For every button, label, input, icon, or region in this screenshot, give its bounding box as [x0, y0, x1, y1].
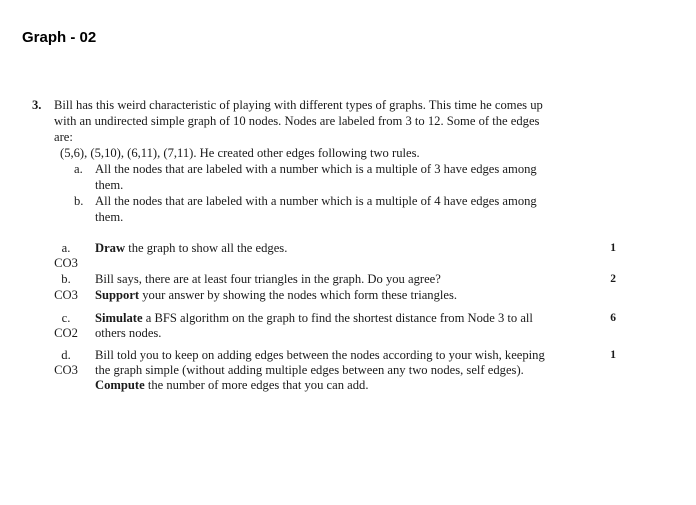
part-b-keyword: Support [95, 288, 140, 302]
part-c-text [95, 311, 533, 327]
part-d-keyword: Compute [95, 378, 145, 392]
part-c-marks: 6 [610, 312, 616, 324]
page-title: Graph - 02 [22, 29, 97, 46]
part-a-line-1: the graph to show all the edges. [125, 241, 288, 255]
part-b-line-1: Bill says, there are at least four triangles in the graph. Do you agree? [95, 272, 441, 286]
part-a-letter: a. [61, 241, 71, 255]
part-a-marks: 1 [610, 242, 616, 254]
part-d-letter: d. [61, 348, 71, 362]
part-a-text [95, 241, 287, 257]
part-b-letter: b. [61, 272, 71, 286]
part-a-keyword: Draw [95, 241, 126, 255]
rule-b-line-1: All the nodes that are labeled with a number which is a multiple of 4 have edges among [95, 194, 537, 208]
part-b-line-2 [95, 288, 457, 304]
question-number: 3. [32, 98, 42, 112]
edges-line: (5,6), (5,10), (6,11), (7,11). He created other edges following two rules. [60, 146, 420, 160]
intro-line-1: Bill has this weird characteristic of playing with different types of graphs. This time he comes up [54, 98, 543, 112]
part-c-keyword: Simulate [95, 311, 143, 325]
rule-b-letter: b. [74, 194, 84, 208]
part-c-line-1: a BFS algorithm on the graph to find the shortest distance from Node 3 to all [142, 311, 533, 325]
part-d-co: CO3 [54, 363, 78, 377]
rule-a-line-1: All the nodes that are labeled with a number which is a multiple of 3 have edges among [95, 162, 537, 176]
part-b-co: CO3 [54, 288, 78, 302]
part-b-marks: 2 [610, 273, 616, 285]
part-b-line-2-rest: your answer by showing the nodes which form these triangles. [139, 288, 458, 302]
part-d-line-2: the graph simple (without adding multiple edges between any two nodes, self edges). [95, 363, 524, 377]
part-d-line-3-rest: the number of more edges that you can add. [144, 378, 369, 392]
rule-a-line-2: them. [95, 178, 124, 192]
part-a-co: CO3 [54, 256, 78, 270]
intro-line-2: with an undirected simple graph of 10 nodes. Nodes are labeled from 3 to 12. Some of the edges [54, 114, 540, 128]
part-c-line-2: others nodes. [95, 326, 162, 340]
part-d-line-3 [95, 378, 369, 394]
rule-a-letter: a. [74, 162, 83, 176]
rule-b-line-2: them. [95, 210, 124, 224]
part-c-letter: c. [61, 311, 71, 325]
part-c-co: CO2 [54, 326, 78, 340]
intro-line-3: are: [54, 130, 73, 144]
part-d-line-1: Bill told you to keep on adding edges between the nodes according to your wish, keeping [95, 348, 545, 362]
part-d-marks: 1 [610, 349, 616, 361]
